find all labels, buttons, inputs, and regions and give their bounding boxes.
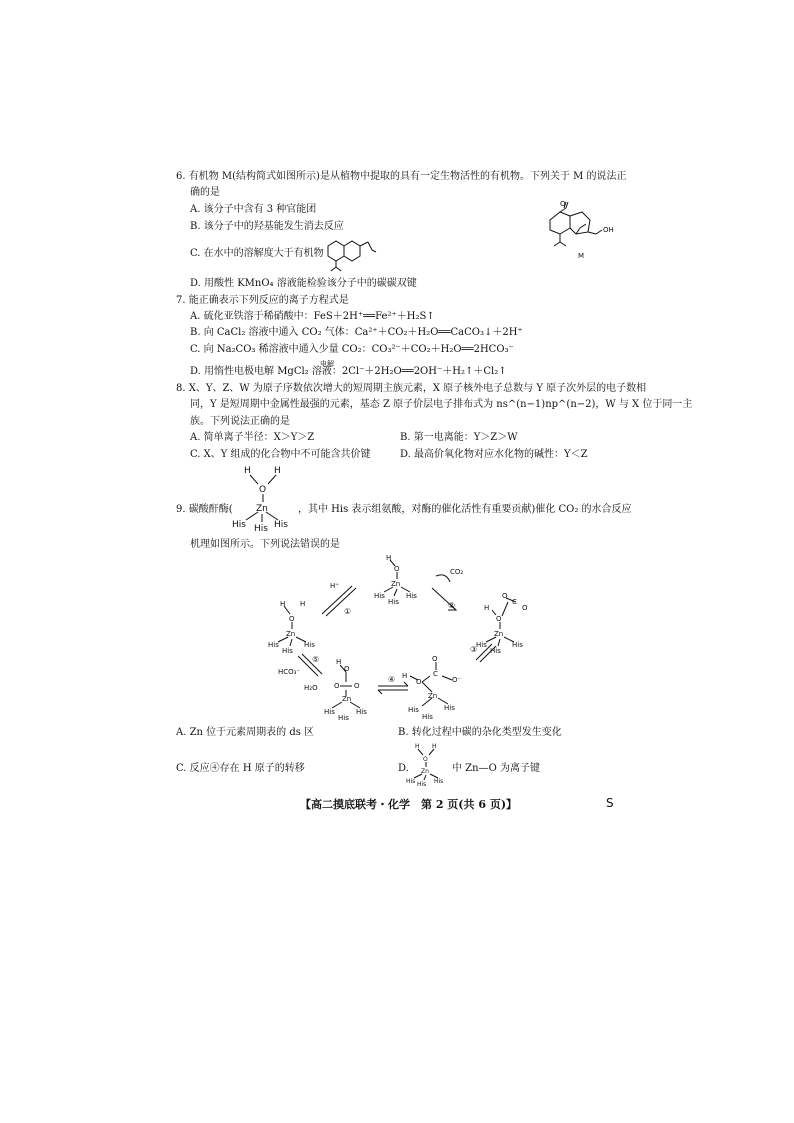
br-his-right: His: [444, 704, 455, 712]
d-his-right: His: [434, 778, 444, 785]
bl-oxygen-top: O: [344, 665, 350, 673]
q7-option-a: A. 硫化亚铁溶于稀硝酸中：FeS＋2H⁺══Fe²⁺＋H₂S↑: [190, 311, 435, 322]
d-his-left: His: [406, 778, 416, 785]
d-his-bottom: His: [417, 781, 427, 788]
q9-stem-line2: 机理如图所示。下列说法错误的是: [190, 539, 340, 550]
q7-option-d: D. 用惰性电极电解 MgCl₂ 溶液：2Cl⁻＋2H₂O══2OH⁻＋H₂↑＋Cl₂↑: [190, 366, 507, 377]
bl-h: H: [336, 658, 342, 666]
right-co2-oxygen1: O: [502, 592, 508, 600]
q6-structure-m: [540, 198, 630, 263]
q9-option-a: A. Zn 位于元素周期表的 ds 区: [176, 727, 315, 738]
right-co2-carbon: C: [512, 598, 517, 606]
left-h2: H: [300, 600, 306, 608]
top-his-bottom: His: [388, 598, 399, 606]
step5-water: H₂O: [304, 684, 318, 692]
enzyme-his-right: His: [274, 520, 288, 530]
q8-stem-line1: 8. X、Y、Z、W 为原子序数依次增大的短周期主族元素，X 原子核外电子总数与 Y 原子次外层的电子数相: [176, 383, 647, 394]
bl-zinc: Zn: [342, 695, 352, 703]
step1-h-plus: H⁺: [330, 582, 339, 590]
q6-stem-line1: 6. 有机物 M(结构简式如图所示)是从植物中提取的具有一定生物活性的有机物。下列关于 M 的说法正: [176, 171, 627, 182]
catalytic-cycle-diagram: [260, 552, 550, 720]
q8-stem-line2: 同，Y 是短周期中金属性最强的元素，基态 Z 原子价层电子排布式为 ns^(n−1)np^(n−2)，W 与 X 位于同一主: [190, 399, 693, 410]
q9-option-d-structure: [406, 740, 446, 786]
q7-option-b: B. 向 CaCl₂ 溶液中通入 CO₂ 气体：Ca²⁺＋CO₂＋H₂O══CaCO₃↓＋2H⁺: [190, 327, 523, 338]
bl-his-left: His: [324, 708, 335, 716]
br-zinc: Zn: [428, 692, 438, 700]
page-footer: 【高二摸底联考・化学 第 2 页(共 6 页)】: [300, 798, 518, 811]
enzyme-h-left: H: [244, 466, 251, 476]
bl-oxygen-right: O: [354, 682, 360, 690]
step2-label: ②: [448, 601, 456, 610]
right-h: H: [484, 604, 490, 612]
top-his-left: His: [374, 592, 385, 600]
q6-option-d: D. 用酸性 KMnO₄ 溶液能检验该分子中的碳碳双键: [190, 278, 417, 289]
enzyme-his-left: His: [232, 520, 246, 530]
right-co2-oxygen2: O: [522, 604, 528, 612]
top-his-right: His: [406, 592, 417, 600]
right-his-right: His: [512, 641, 523, 649]
right-zinc: Zn: [494, 630, 504, 638]
bl-his-right: His: [356, 708, 367, 716]
left-his-bottom: His: [282, 647, 293, 655]
right-his-bottom: His: [490, 647, 501, 655]
left-zinc: Zn: [286, 630, 296, 638]
step4-label: ④: [388, 675, 396, 684]
q6-option-c-structure: [322, 232, 382, 272]
structure-m-label: M: [578, 252, 585, 260]
left-h1: H: [280, 600, 286, 608]
q9-option-b: B. 转化过程中碳的杂化类型发生变化: [398, 727, 562, 738]
left-oxygen: O: [289, 615, 295, 623]
step3-label: ③: [470, 645, 478, 654]
left-his-right: His: [304, 641, 315, 649]
q7-electrolysis-label: 电解: [320, 360, 334, 368]
top-h: H: [386, 554, 392, 562]
q9-option-c: C. 反应④存在 H 原子的转移: [176, 763, 305, 774]
q8-option-b: B. 第一电离能：Y＞Z＞W: [400, 432, 518, 443]
step1-label: ①: [344, 607, 352, 616]
q9-stem-label: 9. 碳酸酐酶(: [176, 504, 233, 515]
q8-option-c: C. X、Y 组成的化合物中不可能含共价键: [190, 449, 371, 460]
bl-his-bottom: His: [338, 714, 349, 722]
br-his-bottom: His: [422, 713, 433, 721]
br-carbon: C: [433, 670, 438, 678]
br-oxygen-minus: O⁻: [452, 676, 462, 684]
enzyme-his-bottom: His: [254, 524, 268, 534]
right-oxygen: O: [496, 615, 502, 623]
q6-stem-line2: 确的是: [190, 187, 220, 198]
enzyme-h-right: H: [274, 466, 281, 476]
br-his-left: His: [408, 706, 419, 714]
right-his-left: His: [476, 641, 487, 649]
page-corner-mark: S: [606, 796, 614, 810]
step5-label: ⑤: [312, 655, 320, 664]
q8-option-a: A. 简单离子半径：X＞Y＞Z: [190, 432, 315, 443]
br-oxygen-left: O: [416, 678, 422, 686]
d-oxygen: O: [423, 756, 428, 763]
top-zinc: Zn: [391, 580, 401, 588]
step5-bicarbonate: HCO₃⁻: [278, 668, 301, 676]
step2-co2: CO₂: [450, 568, 464, 576]
enzyme-oxygen: O: [259, 485, 267, 495]
q8-stem-line3: 族。下列说法正确的是: [190, 416, 290, 427]
q7-option-c: C. 向 Na₂CO₃ 稀溶液中通入少量 CO₂：CO₃²⁻＋CO₂＋H₂O══2HCO₃⁻: [190, 344, 514, 355]
br-oxygen-top: O: [432, 655, 438, 663]
q9-stem-rest: ，其中 His 表示组氨酸，对酶的催化活性有重要贡献)催化 CO₂ 的水合反应: [298, 504, 632, 515]
structure-m-hydroxyl: OH: [603, 226, 614, 234]
left-his-left: His: [268, 641, 279, 649]
q6-option-a: A. 该分子中含有 3 种官能团: [190, 204, 317, 215]
d-h-right: H: [432, 743, 437, 750]
q9-enzyme-structure: [228, 464, 298, 532]
q7-stem: 7. 能正确表示下列反应的离子方程式是: [176, 295, 349, 306]
q6-option-b: B. 该分子中的羟基能发生消去反应: [190, 221, 344, 232]
d-zinc: Zn: [421, 768, 429, 775]
structure-m-oxygen: O: [560, 200, 566, 208]
enzyme-zinc: Zn: [256, 504, 268, 514]
br-h: H: [402, 672, 408, 680]
top-oxygen: O: [394, 565, 400, 573]
d-h-left: H: [415, 743, 420, 750]
bl-oxygen-left: O: [334, 682, 340, 690]
q6-option-c: C. 在水中的溶解度大于有机物: [190, 248, 324, 259]
q9-option-d-prefix: D.: [398, 763, 409, 774]
q8-option-d: D. 最高价氧化物对应水化物的碱性：Y＜Z: [400, 449, 588, 460]
q9-option-d-suffix: 中 Zn—O 为离子键: [452, 763, 540, 774]
